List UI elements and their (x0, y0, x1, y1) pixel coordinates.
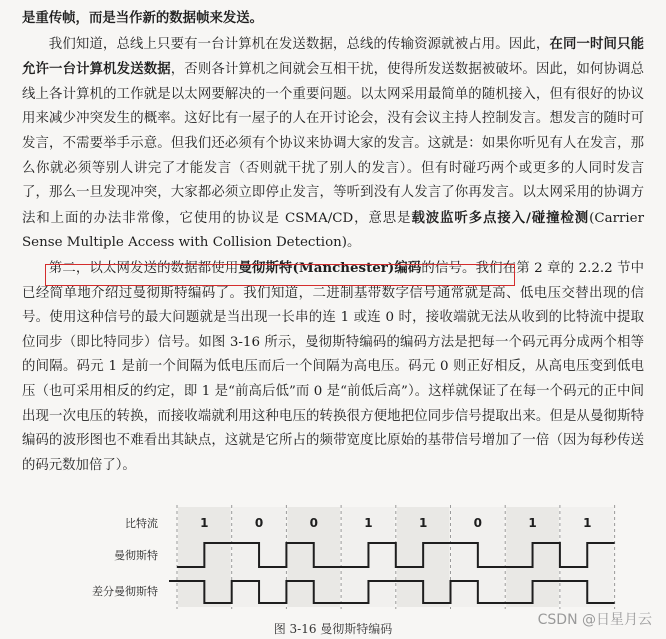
highlight-box (45, 264, 515, 286)
p0-text: 是重传帧，而是当作新的数据帧来发送。 (22, 10, 264, 26)
p1-e: (Carrier Sense Multiple Access with Collision Detection)。 (22, 210, 644, 251)
p1-a: 我们知道，总线上只要有一台计算机在发送数据，总线的传输资源就被占用。因此， (48, 36, 550, 52)
figure-caption: 图 3-16 曼彻斯特编码 (273, 622, 393, 636)
p2-a: 第二，以太网发送的数据都使用 (48, 260, 239, 276)
manchester-figure (92, 503, 620, 613)
bit-value: 1 (364, 516, 373, 530)
paragraph-0 (22, 6, 644, 32)
bit-value: 0 (309, 516, 318, 530)
paragraph-2 (22, 256, 644, 478)
bit-value: 1 (528, 516, 537, 530)
bit-value: 1 (583, 516, 592, 530)
p1-c: ，否则各计算机之间就会互相干扰，使得所发送数据被破坏。因此，如何协调总线上各计算机的工作就是以太网要解决的一个重要问题。以太网采用最简单的随机接入，但有很好的协议用来减少冲突发生的概率。这好比有一屋子的人在开讨论会，没有会议主持人控制发言。想发言的随时可发言，不需要举手示意。但我们还必须有个协议来协调大家的发言。这就是：如果你听见有人在发言，那么你就必须等别人讲完了才能发言（否则就干扰了别人的发言）。但有时碰巧两个或更多的人同时发言了，那么一旦发现冲突，大家都必须立即停止发言，等听到没有人发言了你再发言。以太网采用的协调方法和上面的办法非常像，它使用的协议是 CSMA/CD，意思是 (22, 62, 645, 226)
bit-value: 1 (200, 516, 209, 530)
p2-c: 的信号。 (421, 260, 476, 276)
bit-value: 0 (473, 516, 483, 530)
p2-d: 我们在第 2 章的 2.2.2 节中已经简单地介绍过曼彻斯特编码了。我们知道，二进制基带数字信号通常就是高、低电压交替出现的信号。使用这种信号的最大问题就是当出现一长串的连 1 或连 0 时，接收端就无法从收到的比特流中提取位同步（即比特同步）信号。如图 3-16 所示，曼彻斯特编码的编码方法是把每一个码元再分成两个相等的间隔。码元 1 是前一个间隔为低电压而后一个间隔为高电压。码元 0 则正好相反，从高电压变到低电压（也可采用相反的约定，即 1 是“前高后低”而 0 是“前低后高”）。这样就保证了在每一个码元的正中间出现一次电压的转换，而接收端就利用这种电压的转换很方便地把位同步信号提取出来。但是从曼彻斯特编码的波形图也不难看出其缺点，这就是它所占的频带宽度比原始的基带信号增加了一倍（因为每秒传送的码元数加倍了）。 (22, 260, 645, 473)
label-diff-manchester: 差分曼彻斯特 (92, 585, 158, 598)
bit-value: 0 (254, 516, 264, 530)
p1-b: 在同一时间只能允许一台计算机发送数据 (22, 35, 645, 78)
label-bitstream: 比特流 (125, 517, 158, 530)
p1-d: 载波监听多点接入/碰撞检测 (411, 209, 590, 226)
watermark: CSDN @日星月云 (537, 612, 652, 628)
body-text (22, 6, 644, 478)
label-manchester: 曼彻斯特 (114, 549, 158, 562)
bit-value: 1 (418, 516, 428, 530)
paragraph-1 (22, 32, 644, 256)
p2-b: 曼彻斯特(Manchester)编码 (238, 259, 422, 276)
